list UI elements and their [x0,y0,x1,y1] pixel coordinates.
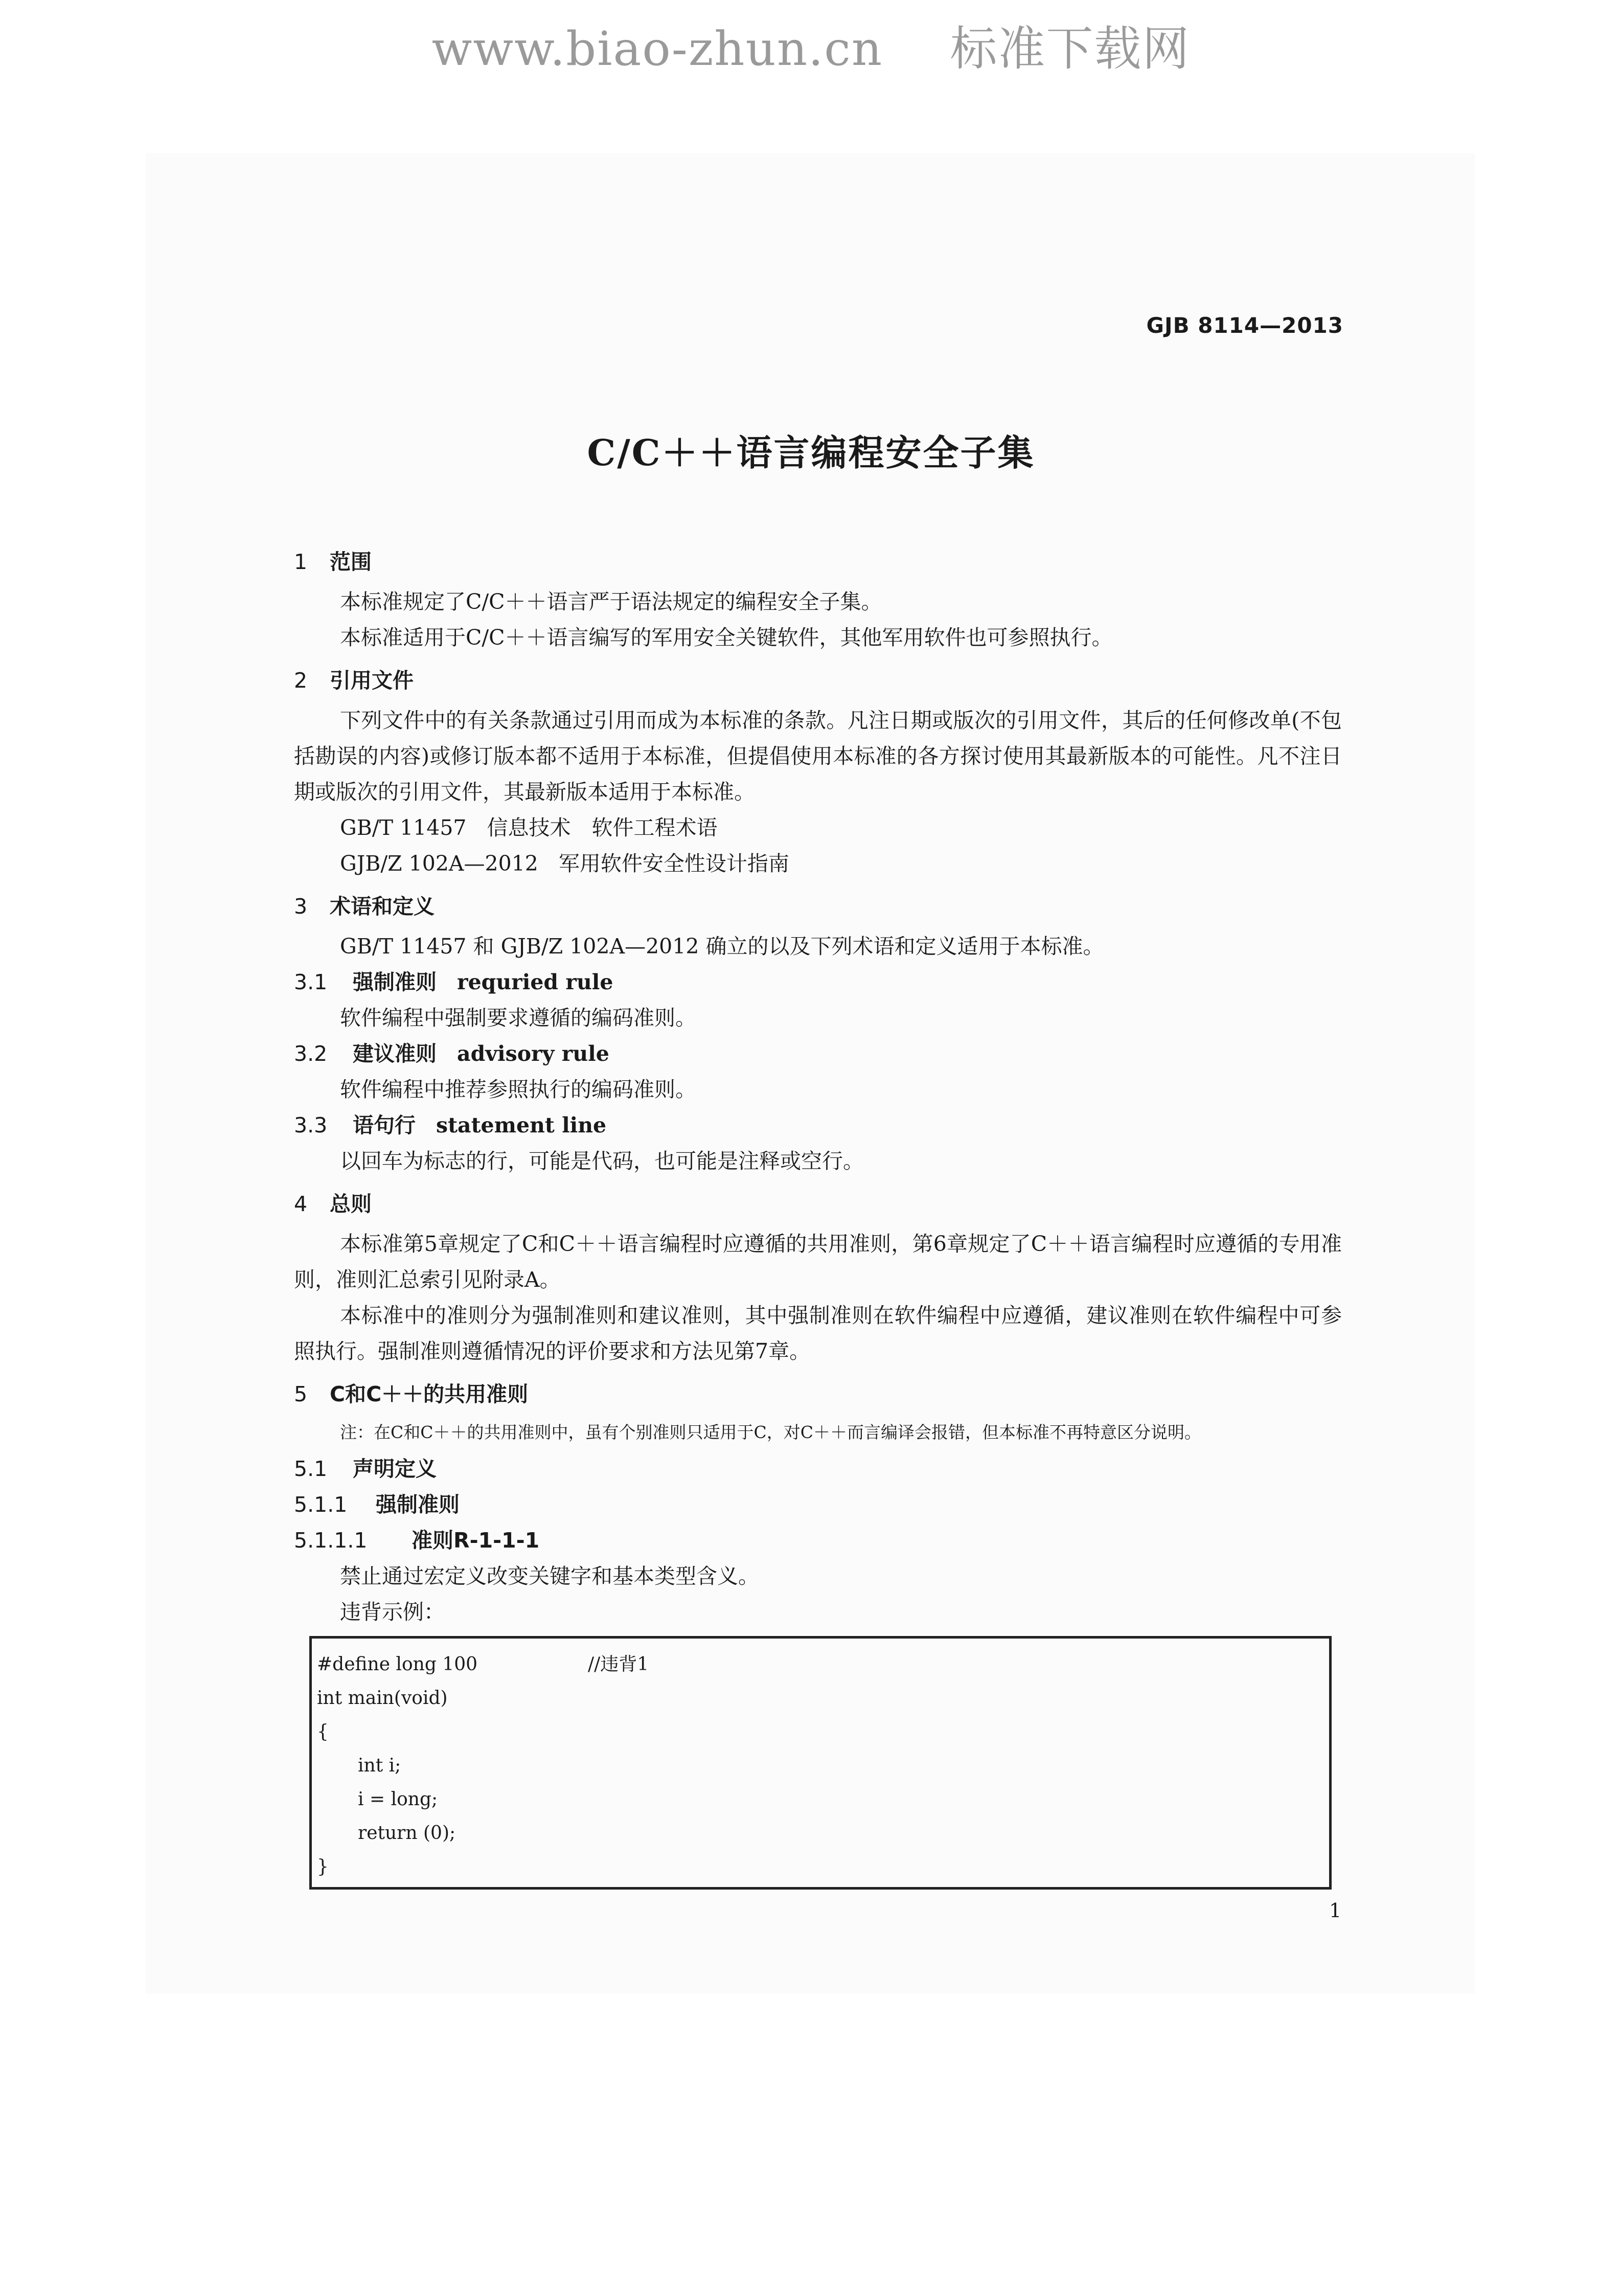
section-title: 总则 [330,1192,372,1216]
section-number: 4 [294,1192,308,1216]
rule-description: 禁止通过宏定义改变关键字和基本类型含义。 [340,1564,759,1588]
term-heading-3-3 [294,1107,1342,1143]
section-3-paragraph-1: GB/T 11457 和 GJB/Z 102A—2012 确立的以及下列术语和定义适用于本标准。 [340,934,1104,959]
term-number: 3.1 [294,970,328,994]
term-name-en: requried rule [457,970,613,994]
section-number: 3 [294,894,308,919]
term-name-cn: 建议准则 [353,1041,437,1066]
section-title: 术语和定义 [330,894,435,919]
standard-code: GJB 8114—2013 [1146,313,1343,338]
document-title: C/C＋＋语言编程安全子集 [587,431,1035,474]
term-name-en: advisory rule [457,1041,609,1066]
section-4-paragraph-1: 本标准第5章规定了C和C＋＋语言编程时应遵循的共用准则，第6章规定了C＋＋语言编程时应遵循的专用准则，准则汇总索引见附录A。 [294,1232,1342,1292]
term-heading-3-1 [294,964,1342,1000]
code-line [317,1816,1324,1850]
code-text: } [317,1856,329,1877]
term-number: 3.2 [294,1041,328,1066]
section-title: 范围 [330,550,372,574]
section-title: C和C＋＋的共用准则 [330,1382,529,1406]
code-line [317,1648,1324,1681]
term-definition: 软件编程中强制要求遵循的编码准则。 [340,1006,696,1030]
subsection-5-1-1-heading [294,1487,1342,1522]
term-number: 3.3 [294,1113,328,1138]
section-3-heading [294,889,1342,924]
rule-title: 准则R-1-1-1 [412,1528,540,1553]
term-definition: 以回车为标志的行，可能是代码，也可能是注释或空行。 [340,1149,864,1173]
section-1-paragraph-1: 本标准规定了C/C＋＋语言严于语法规定的编程安全子集。 [340,589,882,614]
reference-title: 信息技术 软件工程术语 [487,815,718,840]
section-number: 1 [294,550,308,574]
term-name-cn: 语句行 [353,1113,416,1138]
code-line [317,1850,1324,1884]
subsection-number: 5.1 [294,1457,328,1481]
term-heading-3-2 [294,1036,1342,1072]
term-name-en: statement line [436,1113,607,1138]
page-number: 1 [1329,1899,1342,1922]
code-text: #define long 100 [317,1654,478,1675]
subsection-title: 强制准则 [376,1492,460,1517]
code-line [317,1783,1324,1816]
section-5-heading [294,1376,1342,1412]
subsection-5-1-heading [294,1451,1342,1487]
code-line [317,1749,1324,1783]
watermark-url: www.biao-zhun.cn [431,21,883,76]
code-line [317,1715,1324,1749]
term-definition: 软件编程中推荐参照执行的编码准则。 [340,1077,696,1102]
subsection-title: 声明定义 [353,1457,437,1481]
reference-item [294,810,1342,846]
subsection-number: 5.1.1 [294,1492,348,1517]
watermark-site-name: 标准下载网 [950,21,1191,76]
section-4-heading [294,1186,1342,1222]
document-body [294,537,1342,1890]
section-number: 5 [294,1382,308,1406]
section-1-paragraph-2: 本标准适用于C/C＋＋语言编写的军用安全关键软件，其他军用软件也可参照执行。 [340,625,1113,650]
code-comment: //违背1 [588,1654,649,1675]
term-name-cn: 强制准则 [353,970,437,994]
code-text: i = long; [358,1789,438,1810]
rule-heading [294,1522,1342,1558]
section-number: 2 [294,668,308,693]
reference-code: GB/T 11457 [340,815,467,840]
section-title: 引用文件 [330,668,414,693]
code-text: { [317,1721,329,1742]
code-example-box [309,1636,1332,1890]
reference-item [294,846,1342,881]
code-text: return (0); [358,1823,456,1844]
watermark [0,11,1622,79]
section-4-paragraph-2: 本标准中的准则分为强制准则和建议准则，其中强制准则在软件编程中应遵循，建议准则在软件编程中可参照执行。强制准则遵循情况的评价要求和方法见第7章。 [294,1303,1342,1363]
code-line [317,1681,1324,1715]
section-5-note: 注：在C和C＋＋的共用准则中，虽有个别准则只适用于C，对C＋＋而言编译会报错，但本标准不再特意区分说明。 [340,1422,1201,1442]
rule-number: 5.1.1.1 [294,1528,368,1553]
section-2-paragraph-1: 下列文件中的有关条款通过引用而成为本标准的条款。凡注日期或版次的引用文件，其后的任何修改单(不包括勘误的内容)或修订版本都不适用于本标准，但提倡使用本标准的各方探讨使用其最新版本的可能性。凡不注日期或版次的引用文件，其最新版本适用于本标准。 [294,708,1342,804]
section-1-heading [294,544,1342,580]
reference-title: 军用软件安全性设计指南 [558,851,789,876]
section-2-heading [294,663,1342,698]
code-text: int main(void) [317,1688,448,1709]
code-text: int i; [358,1755,401,1776]
reference-code: GJB/Z 102A—2012 [340,851,538,876]
example-label: 违背示例： [340,1600,445,1624]
